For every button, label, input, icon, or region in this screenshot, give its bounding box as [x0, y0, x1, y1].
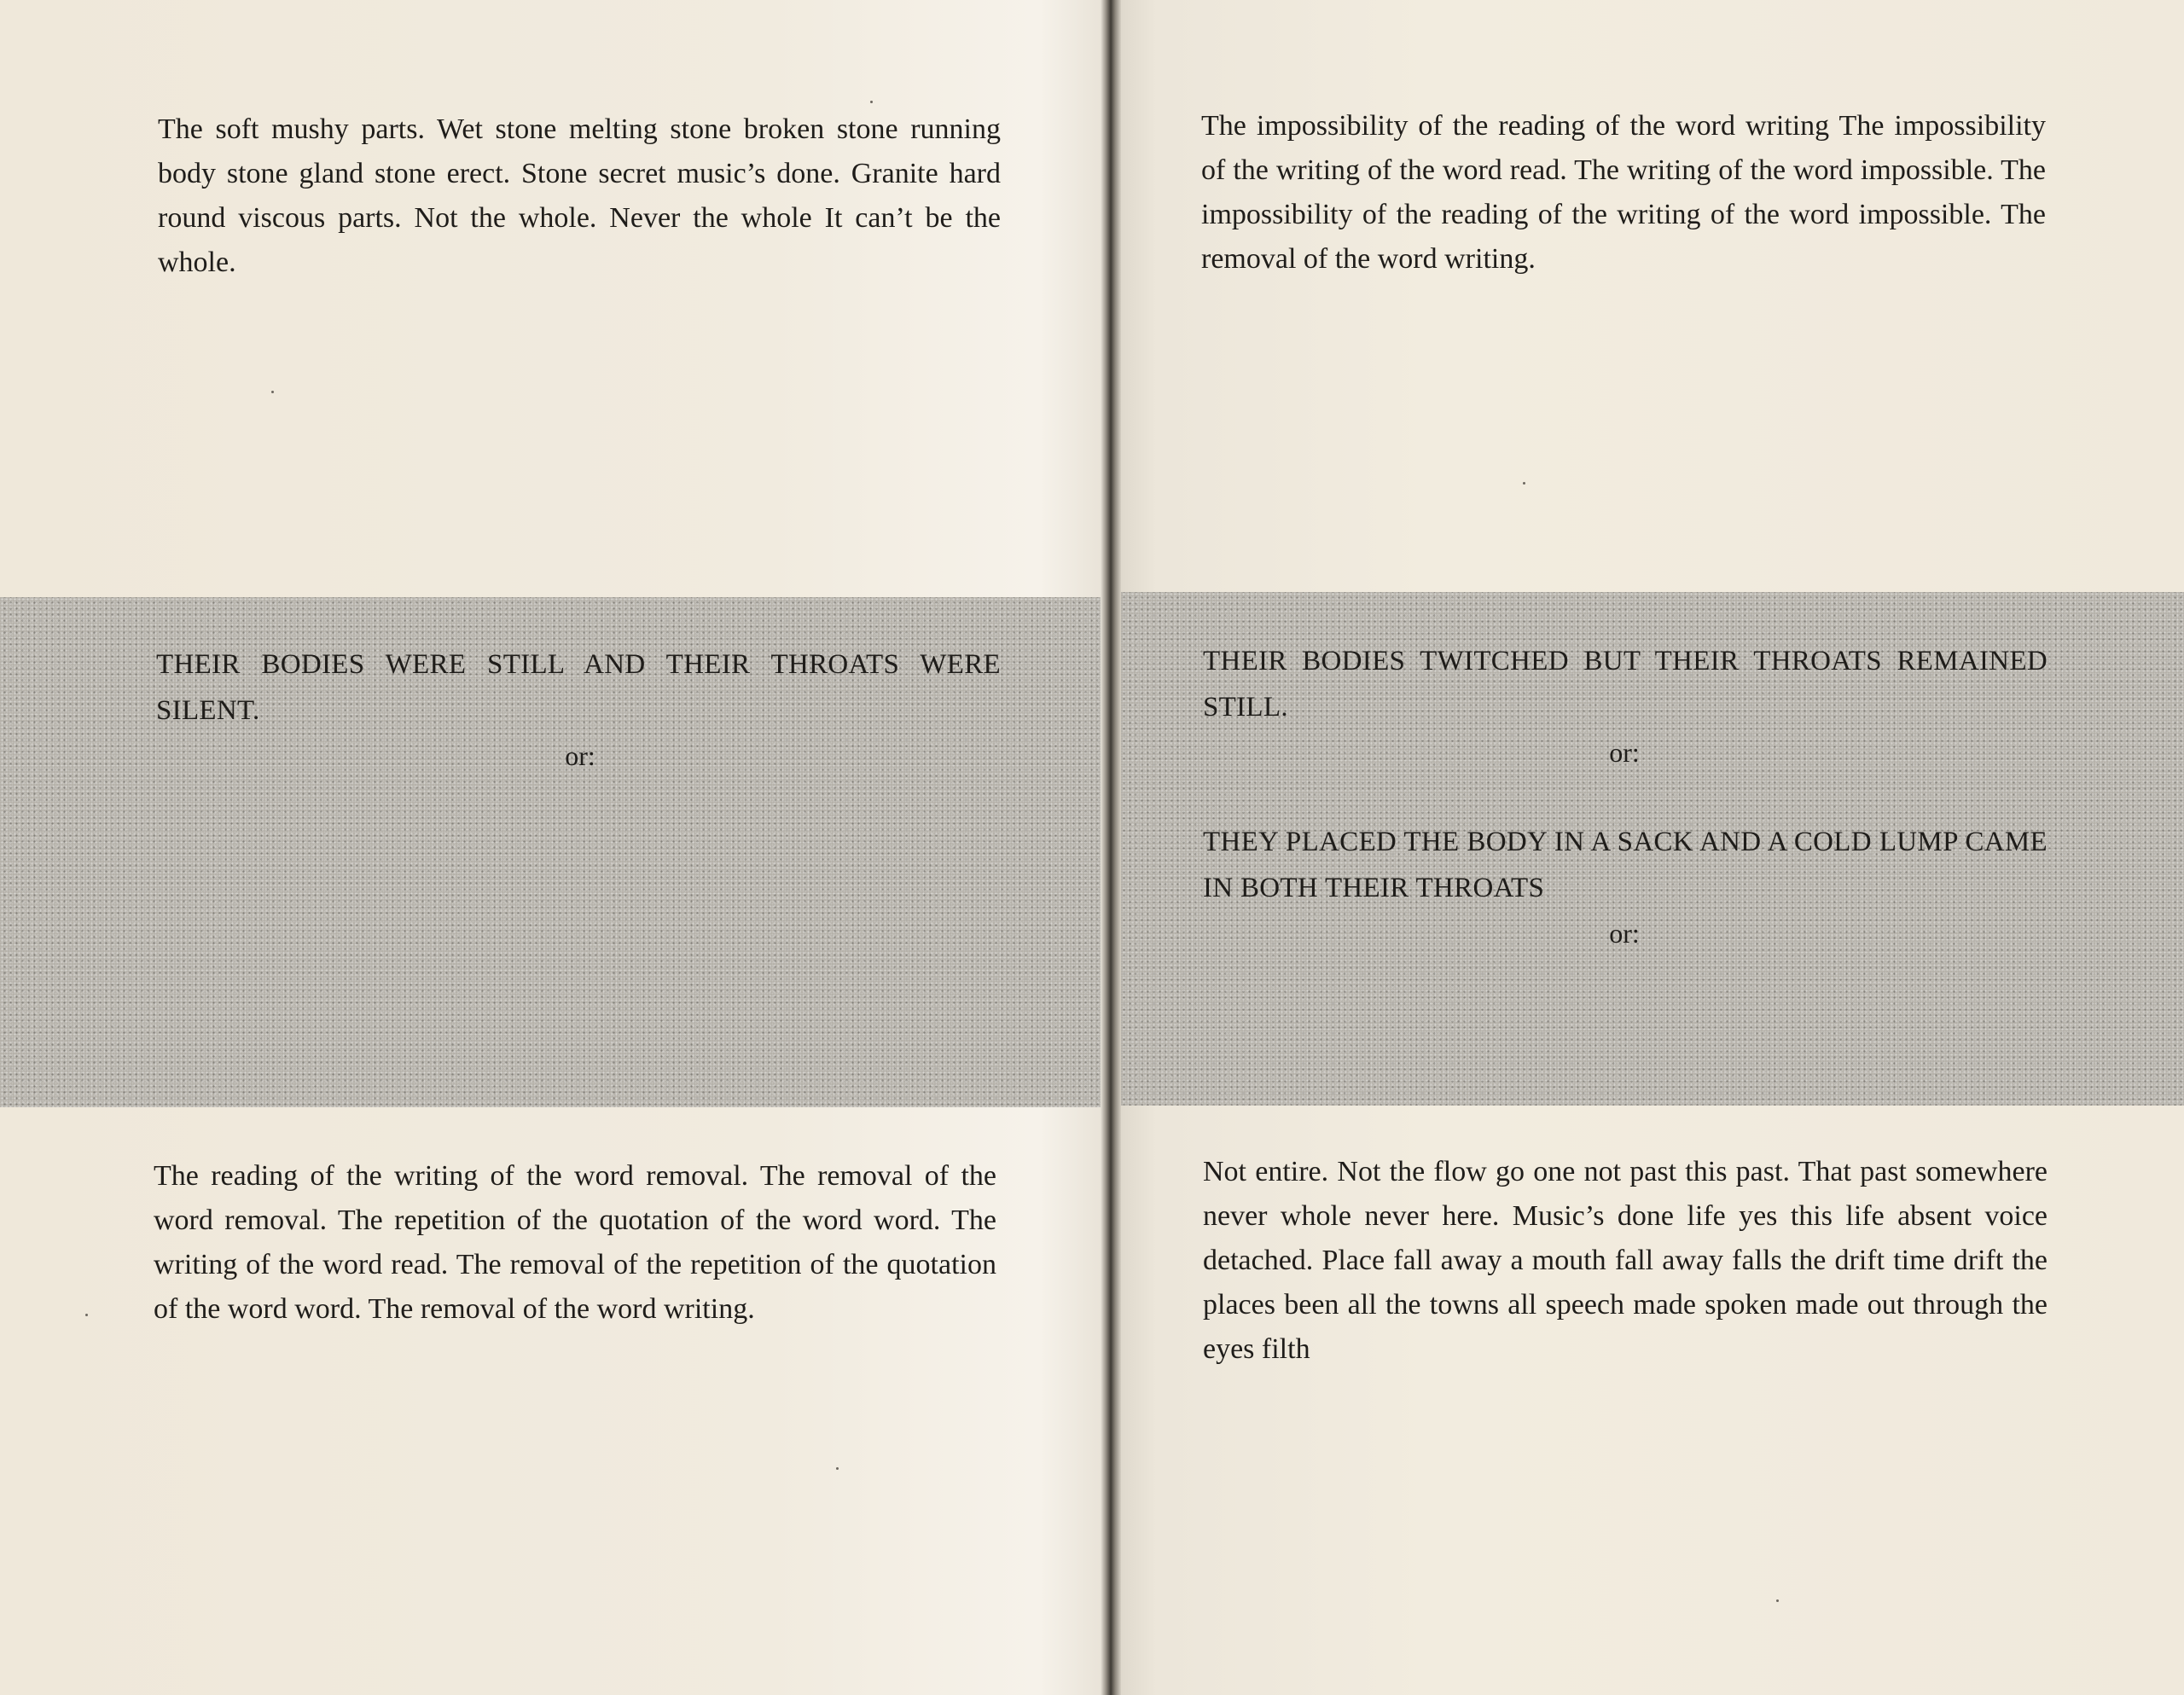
- paper-speck: [1776, 1599, 1779, 1602]
- left-top-paragraph: The soft mushy parts. Wet stone melting stone broken stone running body stone gland stone erect. Stone secret music’s done. Granite hard round viscous parts. Not the whole. Never the whole It can’t be the whole.: [158, 113, 1001, 278]
- paper-speck: [271, 391, 274, 393]
- paper-speck: [85, 1314, 88, 1316]
- paper-speck: [836, 1467, 839, 1470]
- left-band-caps-text: THEIR BODIES WERE STILL AND THEIR THROATS WERE SILENT.: [156, 649, 1001, 726]
- right-band-caps-text-2: THEY PLACED THE BODY IN A SACK AND A COLD LUMP CAME IN BOTH THEIR THROATS: [1203, 827, 2048, 903]
- left-band-or: or:: [565, 740, 595, 771]
- right-band-or-2: or:: [1609, 918, 1640, 949]
- right-top-paragraph: The impossibility of the reading of the word writing The impossibility of the writing of the word read. The writing of the word impossible. The impossibility of the reading of the writing of the word impossible. The removal of the word writing.: [1201, 110, 2046, 275]
- left-bottom-paragraph: The reading of the writing of the word removal. The removal of the word removal. The repetition of the quotation of the word word. The writing of the word read. The removal of the repetition of the quotation of the word word. The removal of the word writing.: [154, 1160, 996, 1325]
- paper-speck: [1523, 482, 1525, 485]
- paper-speck: [870, 101, 873, 103]
- right-band-or-1: or:: [1609, 737, 1640, 768]
- right-band-caps-text-1: THEIR BODIES TWITCHED BUT THEIR THROATS REMAINED STILL.: [1203, 646, 2048, 723]
- book-gutter: [1101, 0, 1121, 1695]
- right-bottom-paragraph: Not entire. Not the flow go one not past this past. That past somewhere never whole never here. Music’s done life yes this life absent voice detached. Place fall away a mouth fall away falls the drift time drift the places been all the towns all speech made spoken made out through the eyes filth: [1203, 1156, 2048, 1365]
